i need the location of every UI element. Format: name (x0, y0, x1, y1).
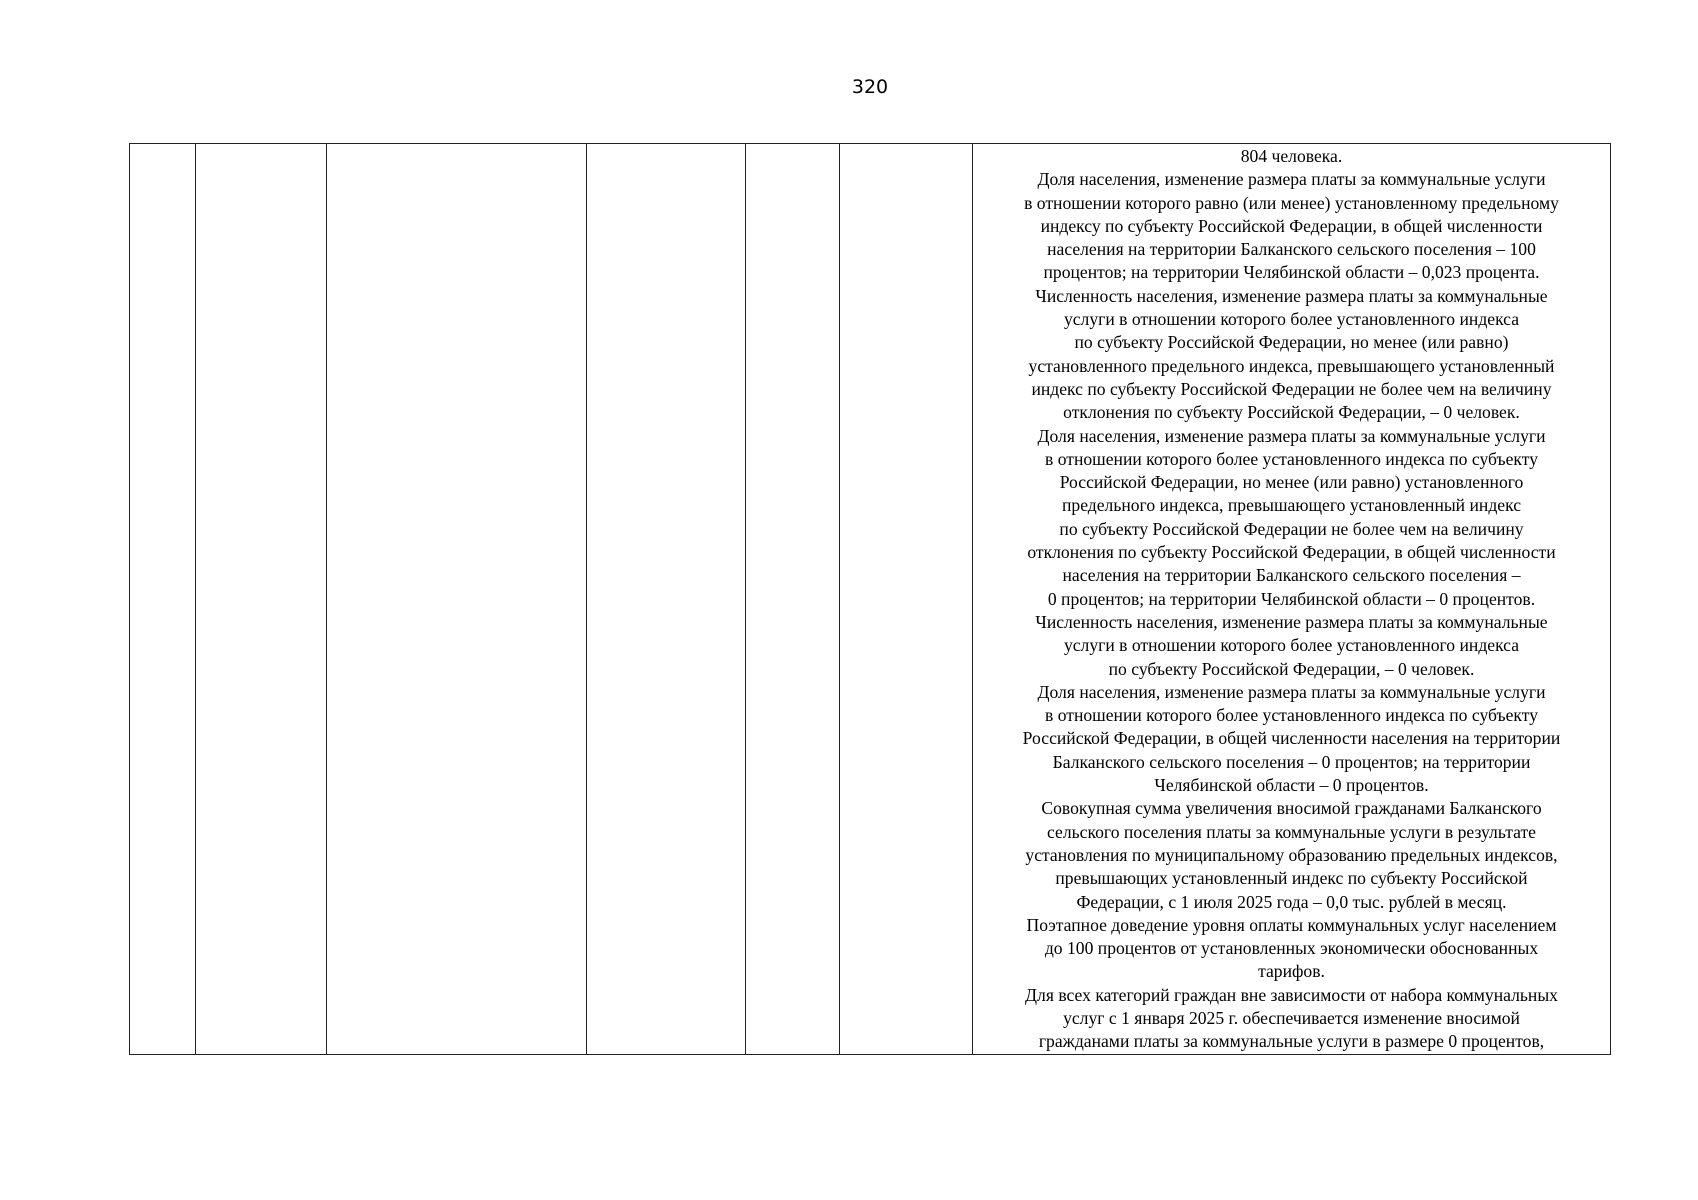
text-line: гражданами платы за коммунальные услуги в размере 0 процентов, (1038, 1031, 1545, 1052)
text-line: отклонения по субъекту Российской Федерации, – 0 человек. (1063, 402, 1520, 423)
text-line: Численность населения, изменение размера платы за коммунальные (1035, 285, 1548, 306)
text-line: установленного предельного индекса, превышающего установленный (1028, 355, 1555, 376)
text-line: Российской Федерации, в общей численности населения на территории (1022, 728, 1561, 749)
text-line: 804 человека. (1240, 146, 1343, 166)
text-line: Доля населения, изменение размера платы за коммунальные услуги (1037, 425, 1546, 446)
text-line: Доля населения, изменение размера платы за коммунальные услуги (1037, 681, 1546, 702)
table-cell-empty-4 (587, 144, 746, 1055)
text-line: Доля населения, изменение размера платы за коммунальные услуги (1037, 169, 1546, 190)
text-line: услуги в отношении которого более установленного индекса (1063, 309, 1520, 330)
text-line: установления по муниципальному образованию предельных индексов, (1025, 844, 1558, 865)
text-line: сельского поселения платы за коммунальные услуги в результате (1047, 821, 1536, 842)
text-line: Челябинской области – 0 процентов. (1154, 775, 1429, 796)
text-line: Совокупная сумма увеличения вносимой гражданами Балканского (1041, 798, 1542, 819)
text-line: Федерации, с 1 июля 2025 года – 0,0 тыс. рублей в месяц. (1076, 891, 1507, 912)
text-line: Для всех категорий граждан вне зависимости от набора коммунальных (1025, 984, 1558, 1005)
text-line: в отношении которого более установленного индекса по субъекту (1045, 448, 1538, 469)
table-cell-empty-2 (196, 144, 327, 1055)
table-cell-empty-1 (130, 144, 196, 1055)
text-line: населения на территории Балканского сельского поселения – 100 (1047, 239, 1536, 260)
text-line: по субъекту Российской Федерации, – 0 человек. (1108, 658, 1475, 679)
text-line: предельного индекса, превышающего установленный индекс (1061, 495, 1522, 516)
text-line: населения на территории Балканского сельского поселения – (1062, 565, 1521, 586)
table-cell-empty-5 (746, 144, 840, 1055)
page-number: 320 (851, 76, 889, 98)
text-line: Балканского сельского поселения – 0 процентов; на территории (1052, 751, 1531, 772)
text-line: по субъекту Российской Федерации не более чем на величину (1059, 518, 1524, 539)
text-line: в отношении которого равно (или менее) установленному предельному (1024, 192, 1559, 213)
text-line: индекс по субъекту Российской Федерации не более чем на величину (1031, 378, 1552, 399)
text-line: превышающих установленный индекс по субъекту Российской (1055, 868, 1528, 889)
table-cell-text (973, 144, 1611, 1055)
table-cell-empty-3 (327, 144, 587, 1055)
text-line: услуг с 1 января 2025 г. обеспечивается изменение вносимой (1063, 1007, 1520, 1028)
text-line: 0 процентов; на территории Челябинской области – 0 процентов. (1047, 588, 1536, 609)
text-line: до 100 процентов от установленных экономически обоснованных (1044, 938, 1539, 959)
text-line: услуги в отношении которого более установленного индекса (1063, 635, 1520, 656)
table-row (130, 144, 1611, 1055)
text-line: в отношении которого более установленного индекса по субъекту (1045, 705, 1538, 726)
table-cell-empty-6 (840, 144, 973, 1055)
text-line: отклонения по субъекту Российской Федерации, в общей численности (1027, 542, 1556, 563)
text-line: процентов; на территории Челябинской области – 0,023 процента. (1043, 262, 1540, 283)
text-line: Российской Федерации, но менее (или равно) установленного (1059, 472, 1524, 493)
document-table (129, 143, 1611, 1055)
text-line: тарифов. (1258, 961, 1325, 982)
text-line: по субъекту Российской Федерации, но менее (или равно) (1074, 332, 1509, 353)
text-line: индексу по субъекту Российской Федерации, в общей численности (1040, 215, 1543, 236)
text-line: Численность населения, изменение размера платы за коммунальные (1035, 611, 1548, 632)
text-line: Поэтапное доведение уровня оплаты коммунальных услуг населением (1026, 914, 1557, 935)
